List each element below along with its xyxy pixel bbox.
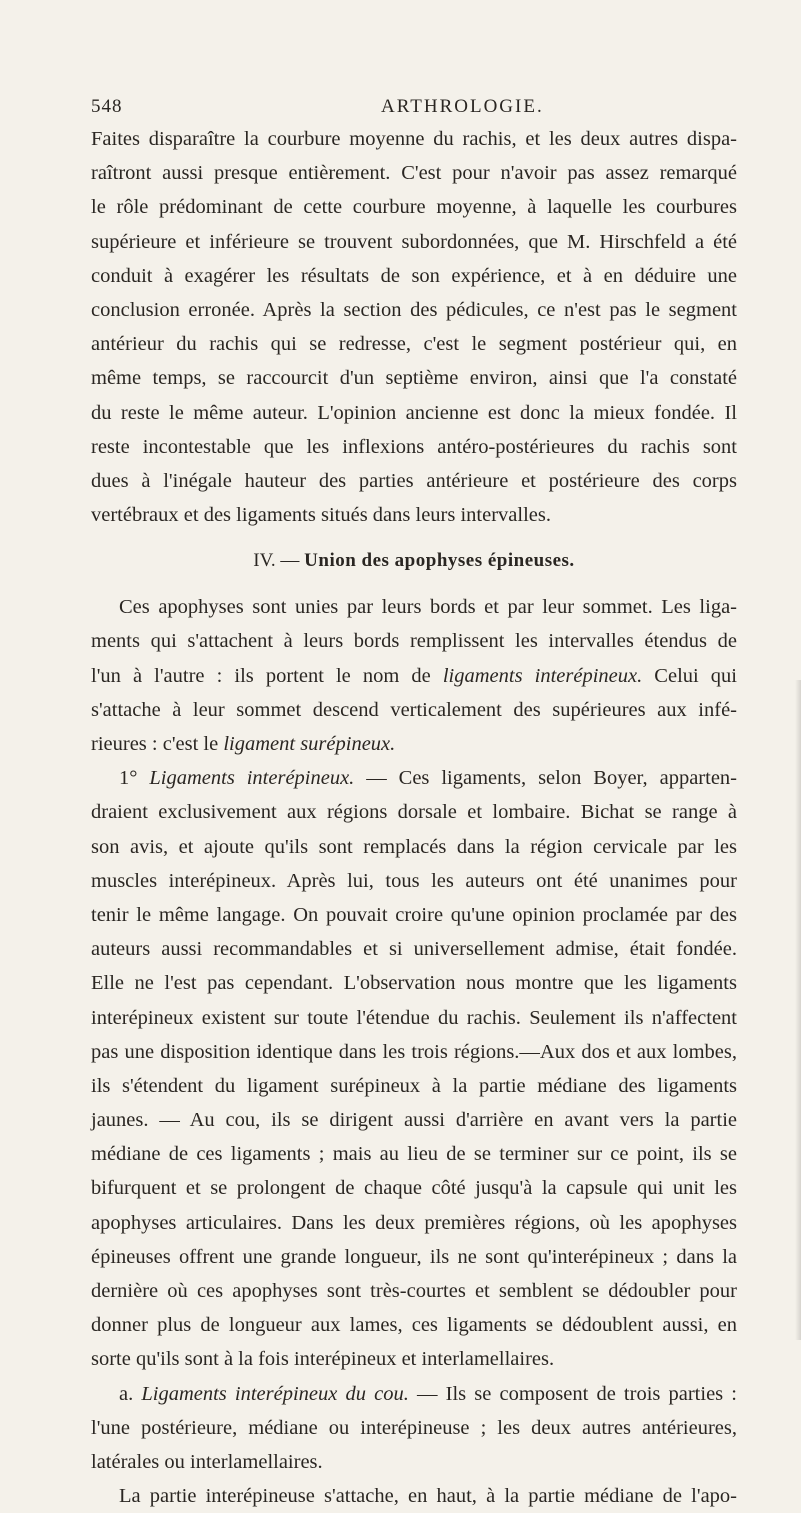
text-line: Faites disparaître la courbure moyenne du rachis, et les deux autres dispa- xyxy=(91,128,737,150)
text-line: conduit à exagérer les résultats de son expérience, et à en déduire une xyxy=(91,264,737,287)
text-line: médiane de ces ligaments ; mais au lieu de se terminer sur ce point, ils se xyxy=(91,1143,737,1166)
text-line: épineuses offrent une grande longueur, ils ne sont qu'interépineux ; dans la xyxy=(91,1245,737,1268)
paragraph-courbures xyxy=(91,122,737,532)
section-heading xyxy=(91,540,737,582)
text-line: antérieur du rachis qui se redresse, c'est le segment postérieur qui, en xyxy=(91,333,737,356)
body-text xyxy=(91,122,737,1513)
text-line: draient exclusivement aux régions dorsale et lombaire. Bichat se range à xyxy=(91,801,737,824)
text-line: rieures : c'est le ligament surépineux. xyxy=(91,733,396,755)
text-line: conclusion erronée. Après la section des pédicules, ce n'est pas le segment xyxy=(91,298,737,321)
text-line: latérales ou interlamellaires. xyxy=(91,1450,323,1473)
running-header xyxy=(91,96,731,122)
text-line: ils s'étendent du ligament surépineux à la partie médiane des ligaments xyxy=(91,1074,737,1097)
text-line: supérieure et inférieure se trouvent subordonnées, que M. Hirschfeld a été xyxy=(91,230,737,253)
text-line: La partie interépineuse s'attache, en haut, à la partie médiane de l'apo- xyxy=(119,1485,737,1508)
text-line: l'une postérieure, médiane ou interépineuse ; les deux autres antérieures, xyxy=(91,1416,737,1439)
subheading-cou: Ligaments interépineux du cou. xyxy=(141,1382,409,1405)
section-number: IV. — xyxy=(253,550,300,572)
paragraph-partie-interepineuse xyxy=(91,1479,737,1513)
subheading-interepineux: Ligaments interépineux. xyxy=(149,767,355,790)
paragraph-ligaments-du-cou xyxy=(91,1377,737,1480)
paragraph-ligaments-interepineux xyxy=(91,761,737,1376)
text-line: l'un à l'autre : ils portent le nom de ligaments interépineux. Celui qui xyxy=(91,664,737,687)
text-line: muscles interépineux. Après lui, tous les auteurs ont été unanimes pour xyxy=(91,869,737,892)
page-number: 548 xyxy=(91,96,123,117)
text-line: tenir le même langage. On pouvait croire qu'une opinion proclamée par des xyxy=(91,903,737,926)
page-edge-shadow xyxy=(795,680,801,1340)
text-line: auteurs aussi recommandables et si universellement admise, était fondée. xyxy=(91,938,737,961)
text-line: Ces apophyses sont unies par leurs bords et par leur sommet. Les liga- xyxy=(119,596,737,619)
text-line: son avis, et ajoute qu'ils sont remplacés dans la région cervicale par les xyxy=(91,835,737,858)
text-line: jaunes. — Au cou, ils se dirigent aussi d'arrière en avant vers la partie xyxy=(91,1109,737,1132)
term-surepineux: ligament surépineux. xyxy=(223,733,396,755)
text-line: reste incontestable que les inflexions antéro-postérieures du rachis sont xyxy=(91,435,737,458)
text-line: le rôle prédominant de cette courbure moyenne, à laquelle les courbures xyxy=(91,196,737,219)
text-line: apophyses articulaires. Dans les deux premières régions, où les apophyses xyxy=(91,1211,737,1234)
text-line: pas une disposition identique dans les trois régions.—Aux dos et aux lombes, xyxy=(91,1040,737,1063)
paragraph-apophyses xyxy=(91,590,737,761)
running-title: ARTHROLOGIE. xyxy=(381,96,544,117)
text-line: même temps, se raccourcit d'un septième environ, ainsi que l'a constaté xyxy=(91,367,737,390)
text-line: 1° Ligaments interépineux. — Ces ligaments, selon Boyer, apparten- xyxy=(119,767,737,790)
text-line: raîtront aussi presque entièrement. C'est pour n'avoir pas assez remarqué xyxy=(91,162,737,185)
section-title: Union des apophyses épineuses. xyxy=(304,550,575,572)
text-line: donner plus de longueur aux lames, ces ligaments se dédoublent aussi, en xyxy=(91,1314,737,1337)
text-line: du reste le même auteur. L'opinion ancienne est donc la mieux fondée. Il xyxy=(91,401,737,424)
text-line: a. Ligaments interépineux du cou. — Ils se composent de trois parties : xyxy=(119,1382,737,1405)
text-line: bifurquent et se prolongent de chaque côté jusqu'à la capsule qui unit les xyxy=(91,1177,737,1200)
text-line: dues à l'inégale hauteur des parties antérieure et postérieure des corps xyxy=(91,469,737,492)
text-line: interépineux existent sur toute l'étendue du rachis. Seulement ils n'affectent xyxy=(91,1006,737,1029)
text-line: s'attache à leur sommet descend verticalement des supérieures aux infé- xyxy=(91,698,737,721)
text-line: vertébraux et des ligaments situés dans leurs intervalles. xyxy=(91,504,551,527)
text-line: sorte qu'ils sont à la fois interépineux et interlamellaires. xyxy=(91,1348,555,1371)
term-interepineux: ligaments interépineux. xyxy=(442,664,643,687)
text-line: Elle ne l'est pas cependant. L'observation nous montre que les ligaments xyxy=(91,972,737,995)
text-line: dernière où ces apophyses sont très-courtes et semblent se dédoubler pour xyxy=(91,1280,737,1302)
text-line: ments qui s'attachent à leurs bords remplissent les intervalles étendus de xyxy=(91,630,737,653)
